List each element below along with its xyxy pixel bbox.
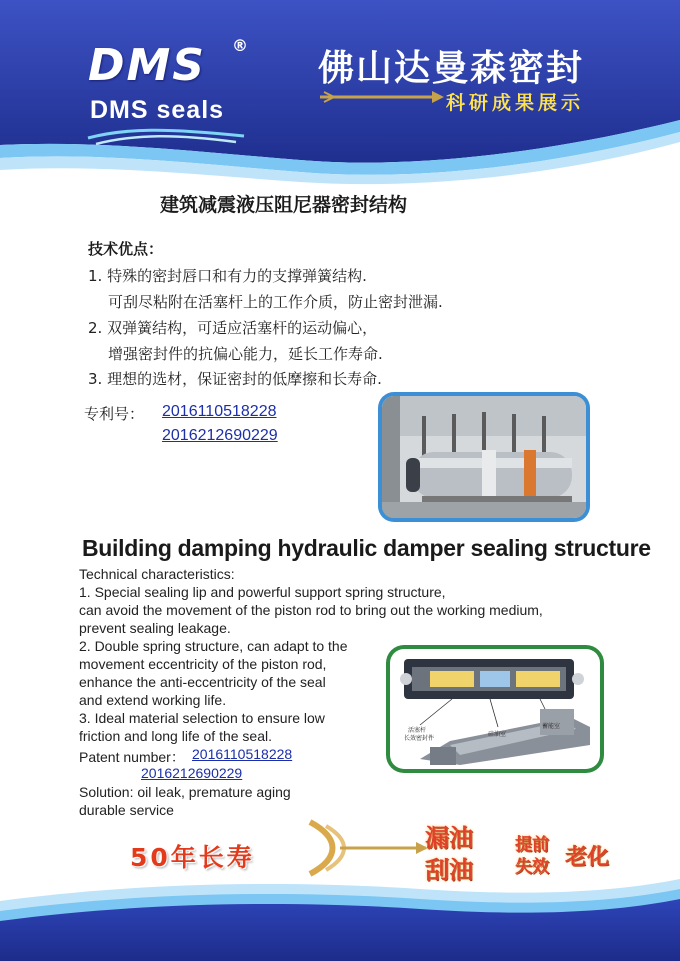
english-title: Building damping hydraulic damper sealing structure	[82, 535, 651, 561]
problem-aging: 老化	[565, 845, 610, 870]
damper-photo	[378, 392, 590, 522]
en-line-8: and extend working life.	[79, 692, 227, 708]
cn-point-3: 3. 理想的选材，保证密封的低摩擦和长寿命.	[88, 370, 382, 388]
en-patent-label: Patent number：	[79, 749, 185, 765]
dms-logo: DMS	[88, 40, 206, 91]
cn-point-1: 1. 特殊的密封唇口和有力的支撑弹簧结构.	[88, 267, 367, 285]
cn-point-2: 2. 双弹簧结构，可适应活塞杆的运动偏心，	[88, 319, 378, 337]
arrow-icon	[320, 90, 444, 104]
cn-patent-number-1[interactable]: 2016110518228	[162, 403, 277, 420]
seal-diagram-image	[390, 649, 600, 769]
slash-arrow-icon	[300, 818, 430, 878]
problem-failure: 失效	[515, 857, 549, 877]
problem-premature: 提前	[515, 835, 549, 855]
en-line-4: prevent sealing leakage.	[79, 620, 231, 636]
chinese-title: 建筑减震液压阻尼器密封结构	[160, 194, 408, 216]
slogan-50-years: 50年长寿	[130, 843, 255, 872]
en-solution-2: durable service	[79, 802, 174, 818]
company-name: 佛山达曼森密封	[318, 48, 585, 89]
tagline: 科研成果展示	[446, 92, 585, 114]
en-solution-1: Solution: oil leak, premature aging	[79, 784, 291, 800]
diagram-label-accumulator: 蓄能室	[542, 723, 561, 730]
en-line-6: movement eccentricity of the piston rod,	[79, 656, 327, 672]
en-patent-number-1[interactable]: 2016110518228	[192, 746, 293, 762]
problem-oil-leak: 漏油	[425, 824, 473, 852]
en-line-2: 1. Special sealing lip and powerful support spring structure,	[79, 584, 446, 600]
cn-point-2-cont: 增强密封件的抗偏心能力，延长工作寿命.	[108, 345, 383, 363]
en-line-10: friction and long life of the seal.	[79, 728, 273, 744]
logo-wave-icon	[86, 126, 246, 148]
problem-scraping: 刮油	[425, 856, 473, 884]
en-line-3: can avoid the movement of the piston rod to bring out the working medium,	[79, 602, 543, 618]
footer-banner	[0, 871, 680, 961]
en-line-7: enhance the anti-eccentricity of the seal	[79, 674, 326, 690]
en-patent-number-2[interactable]: 2016212690229	[141, 765, 243, 781]
registered-mark: ®	[232, 36, 248, 55]
cn-point-1-cont: 可刮尽粘附在活塞杆上的工作介质，防止密封泄漏.	[108, 293, 443, 311]
cn-patent-label: 专利号：	[84, 405, 145, 423]
en-line-9: 3. Ideal material selection to ensure low	[79, 710, 325, 726]
cn-patent-number-2[interactable]: 2016212690229	[162, 427, 278, 444]
seal-diagram	[386, 645, 604, 773]
advantages-heading: 技术优点：	[88, 240, 164, 258]
logo-subtitle: DMS seals	[90, 96, 225, 124]
en-line-1: Technical characteristics:	[79, 566, 235, 582]
diagram-label-seal: 长效密封件	[404, 735, 435, 742]
diagram-label-oil-chamber: 硅油室	[488, 731, 507, 738]
damper-photo-image	[382, 396, 586, 518]
diagram-label-piston-rod: 活塞杆	[408, 727, 427, 734]
en-line-5: 2. Double spring structure, can adapt to the	[79, 638, 348, 654]
